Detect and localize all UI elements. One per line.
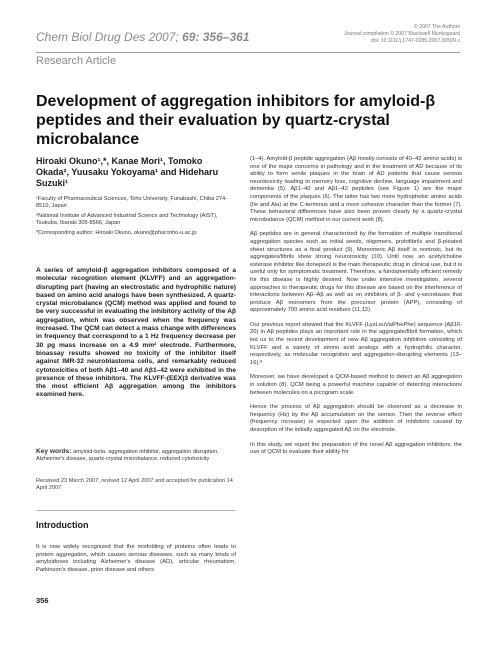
page-number: 356 <box>36 596 49 605</box>
section-label: Research Article <box>36 55 117 67</box>
corresponding-author: *Corresponding author: Hiroaki Okuno, okuno@phar.toho-u.ac.jp <box>36 229 197 236</box>
received-dates: Received 23 March 2007, revised 12 April 2007 and accepted for publication 14 April 2007 <box>36 478 233 491</box>
copyright-line: Journal compilation © 2007 Blackwell Munksgaard <box>344 31 460 37</box>
affiliation: ¹Faculty of Pharmaceutical Sciences, Toho University, Funabashi, Chiba 274-8510, Japan <box>36 196 228 210</box>
abstract: A series of amyloid-β aggregation inhibitors composed of a molecular recognition element (KLVFF) and an aggregation-disrupting part (having an electrostatic and hydrophilic nature) based on amino acid analogs have been synthesized. A quartz-crystal microbalance (QCM) method was applied and found to be very successful in evaluating the inhibitory activity of the Aβ aggregation, which was observed when the frequency was increased. The QCM can detect a mass change with differences in frequency that correspond to a 1 Hz frequency decrease per 30 pg mass increase on a 4.9 mm² electrode. Furthermore, bioassay results showed no toxicity of the inhibitor itself against IMR-32 neuroblastoma cells, and remarkably reduced cytotoxicities of both Aβ1–40 and Aβ1–42 were exhibited in the presence of these inhibitors. The KLVFF-(EEX)3 derivative was the most efficient Aβ aggregation among the inhibitors examined here. <box>36 267 236 399</box>
author-list: Hiroaki Okuno¹,*, Kanae Mori¹, Tomoko Okada², Yuusaku Yokoyama¹ and Hideharu Suzuki¹ <box>36 156 219 188</box>
body-paragraph: Our previous report showed that the KLVFF (LysLeuValPhePhe) sequence (Aβ16-20) in Aβ peptides plays an important role in the aggregate/fibril formation, which led us to the recent development of new Aβ aggregation inhibitors consisting of KLVFF and a variety of amino acid analogs with a hydrophilic character, respectively, as molecular recognition and aggregation-disrupting elements (13–16).ª <box>250 321 462 366</box>
journal-citation <box>36 30 249 44</box>
affiliations <box>36 196 232 239</box>
header-rule <box>36 52 460 53</box>
article-title: Development of aggregation inhibitors for amyloid-β peptides and their evaluation by quartz-crystal microbalance <box>36 93 436 148</box>
copyright-block <box>344 24 460 45</box>
journal-name: Chem Biol Drug Des 2007; <box>36 30 179 44</box>
body-paragraph: (1–4). Amyloid-β peptide aggregation (Aβ mostly consists of 40–42 amino acids) is one of the major concerns in pathology and in the treatment of AD because of its ability to form senile plaques in the brain of AD patients that cause serious neurotoxicity leading to memory loss, cognitive decline, language impairment and dementia (5). Aβ1–40 and Aβ1–42 peptides (see Figure 1) are the major components of the plaques (6). The latter has two more hydrophobic amino acids (Ile and Ala) at the C-terminus and a more cohesive character than the former (7). These behavioral differences have also been proven clearly by a quartz-crystal microbalance (QCM) method in our current work (8). <box>250 156 462 223</box>
keywords-text: amyloid-beta, aggregation inhibitor, aggregation disruption, Alzheimer's disease, quartz-crystal microbalance, reduced cytotoxicity <box>36 449 219 462</box>
body-paragraph: Aβ peptides are in general characterized by the formation of multiple transitional aggregation species such as initial seeds, oligomers, protofibrils and β-pleated sheet structures as a final product (9). Monomeric Aβ itself is nontoxic, but its aggregates/fibrils show strong neurotoxicity (10). Until now, an acetylcholine esterase inhibitor like donepezil is the main therapeutic drug in clinical use, but it is useful only for symptomatic treatment. Therefore, a fundamentally efficient remedy for this disease is highly desired. Now under intensive investigation, several approaches to therapeutic drugs for this disease are based on the interference of interactions between Aβ–Aβ as well as on inhibitors of β- and γ-secretases that produce Aβ monomers from the precursor protein (APP), consisting of approximately 700 amino acid residues (11,12). <box>250 231 462 314</box>
keywords <box>36 448 236 463</box>
intro-paragraph: It is now widely recognized that the misfolding of proteins often leads to protein aggregation, which causes serious diseases, such as many kinds of amyloidoses including Alzheimer's disease (AD), articular rheumatism, Parkinson's disease, prion disease and others <box>36 544 236 573</box>
affiliation: ²National Institute of Advanced Industrial Science and Technology (AIST), Tsukuba, Ibaraki 305-8566, Japan <box>36 212 218 227</box>
body-paragraph: In this study, we report the preparation of the novel Aβ aggregation inhibitors, the use of QCM to evaluate their ability for <box>250 441 462 456</box>
copyright-line: © 2007 The Authors <box>413 24 460 30</box>
right-column <box>250 156 462 464</box>
body-paragraph: Hence the process of Aβ aggregation should be observed as a decrease in frequency (Hz) by the Aβ accumulation on the sensor. Then the reverse effect (frequency increase) is expected upon the addition of inhibitors caused by desorption of the initially aggregated Aβ on the electrode. <box>250 404 462 433</box>
volume-pages: 69: 356–361 <box>178 30 250 44</box>
intro-heading: Introduction <box>36 520 89 530</box>
body-paragraph: Moreover, we have developed a QCM-based method to detect an Aβ aggregation in solution (8), QCM being a powerful machine capable of detecting interactions between molecules on a picogram scale. <box>250 374 462 396</box>
keywords-label: Key words: <box>36 448 72 455</box>
section-rule <box>36 510 236 511</box>
doi-line: doi: 10.1111/j.1747-0285.2007.00509.x <box>370 38 460 44</box>
